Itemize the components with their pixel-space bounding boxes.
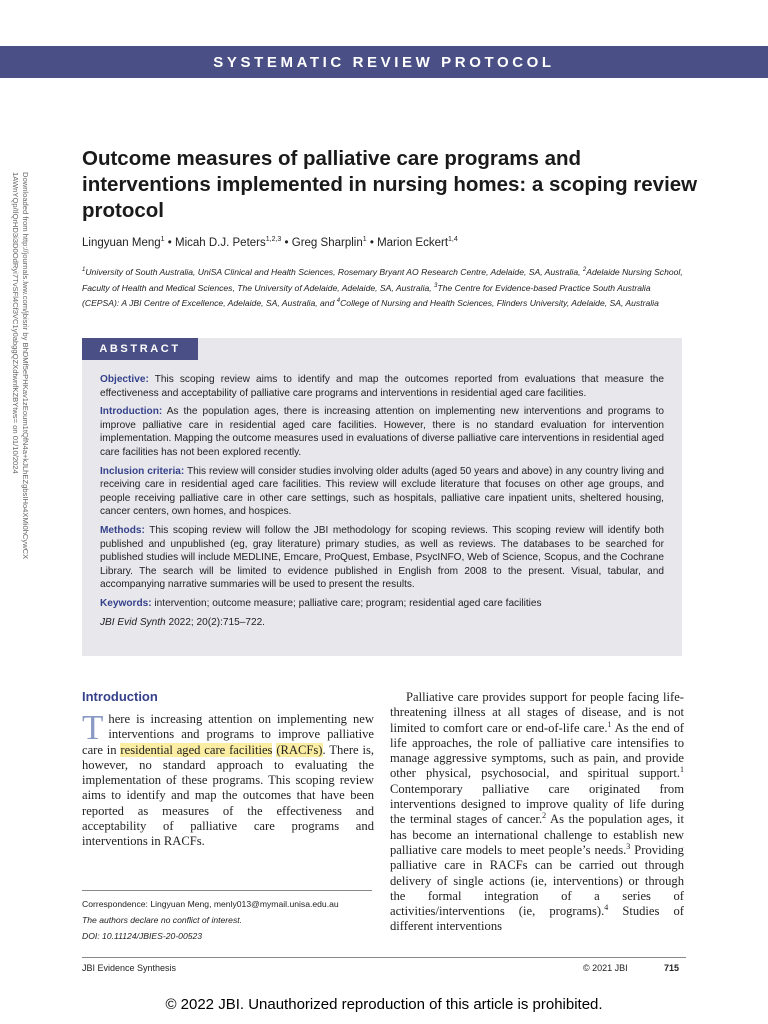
introduction-text: As the population ages, there is increasing attention on implementing new interventions and programs to improve palliative care in residential aged care facilities. However, there is no standard evaluation for intervention implementation. Mapping the outcome measures used in evaluations of diverse palliative care interventions in residential aged care facilities has not been explored recently. bbox=[100, 406, 664, 458]
affil-sup: 1 bbox=[82, 267, 86, 273]
abstract-inclusion bbox=[100, 465, 664, 519]
author-separator: • bbox=[369, 236, 374, 249]
reference-sup: 1 bbox=[607, 719, 612, 729]
abstract-citation bbox=[100, 616, 664, 630]
objective-text: This scoping review aims to identify and map the outcomes reported from evaluations that measure the effectiveness and acceptability of palliative care programs and interventions in residential aged care facilities. bbox=[100, 374, 664, 399]
author-name: Lingyuan Meng bbox=[82, 236, 161, 249]
intro-text: Palliative care provides support for people facing life-threatening illness at all stages of disease, and is not limited to comfort care or end-of-life care. bbox=[390, 690, 684, 735]
affil-sup: 3 bbox=[434, 282, 438, 289]
objective-label: Objective: bbox=[100, 374, 149, 385]
inclusion-text: This review will consider studies involving older adults (aged 50 years and above) in any country living and receiving care in residential aged care facilities. This review will exclude literature that focuses on other age groups, and people receiving palliative care in other care settings, such as hospitals, palliative care inpatient units, sheltered housing, cancer centers, own homes, and hospices. bbox=[100, 465, 664, 518]
highlighted-term: residential aged care facilities bbox=[120, 742, 273, 757]
article-title: Outcome measures of palliative care programs and interventions implemented in nursing homes: a scoping review protocol bbox=[82, 147, 698, 222]
intro-text: Studies of different interventions bbox=[390, 904, 684, 934]
author-affil-sup: 1,4 bbox=[448, 236, 458, 243]
abstract-objective bbox=[100, 373, 664, 400]
inclusion-label: Inclusion criteria: bbox=[100, 465, 185, 477]
download-watermark-line: Downloaded from http://journals.lww.com/jbisrir by BhDMf5ePHKav1zEoum1tQfN4a+kJLhEZgbsIHo4XMi0hCywCX bbox=[21, 172, 30, 560]
copyright-notice: © 2022 JBI. Unauthorized reproduction of this article is prohibited. bbox=[165, 996, 603, 1013]
reference-sup: 4 bbox=[604, 902, 609, 912]
author-separator: • bbox=[284, 236, 289, 249]
keywords-label: Keywords: bbox=[100, 597, 152, 609]
affil-text: University of South Australia, UniSA Clinical and Health Sciences, Rosemary Bryant AO Research Centre, Adelaide, SA, Australia, bbox=[85, 266, 583, 277]
abstract-introduction bbox=[100, 405, 664, 459]
intro-text: here is increasing attention on implementing new interventions and programs to improve palliative care in bbox=[82, 712, 374, 757]
keywords-text: intervention; outcome measure; palliative care; program; residential aged care facilities bbox=[154, 597, 542, 609]
author-separator: • bbox=[167, 236, 172, 249]
intro-text: Providing palliative care in RACFs can be carried out through delivery of single actions (ie, interventions) or through the formal integration of a series of activities/interventions (ie, programs). bbox=[390, 842, 684, 919]
introduction-heading: Introduction bbox=[82, 689, 158, 704]
doi-note: DOI: 10.11124/JBIES-20-00523 bbox=[82, 931, 203, 941]
download-watermark-line: 1AWnYQp/IlQrHD3i3D0OdRyi7TvSFl4Cf3VC1y0abggQZXdtwnfKZBYtws= on 01/10/2024 bbox=[11, 172, 20, 474]
abstract-keywords bbox=[100, 597, 664, 611]
footer-divider bbox=[82, 957, 686, 958]
conflict-note: The authors declare no conflict of interest. bbox=[82, 915, 243, 925]
intro-text: . There is, however, no standard approach to evaluating the implementation of these programs. This scoping review aims to identify and map the outcomes that have been reported as measures of the effectiveness and acceptability of palliative care programs and interventions in RACFs. bbox=[82, 742, 374, 849]
author-affil-sup: 1 bbox=[160, 236, 165, 243]
intro-text: As the population ages, it has become an international challenge to establish new palliative care models to meet people’s needs. bbox=[390, 812, 684, 857]
affiliations bbox=[82, 264, 686, 311]
author-name: Marion Eckert bbox=[377, 236, 449, 249]
affil-text: The Centre for Evidence-based Practice South Australia (CEPSA): A JBI Centre of Excellence, Adelaide, SA, Australia, and bbox=[82, 282, 651, 308]
footnote-divider bbox=[82, 890, 372, 891]
author-affil-sup: 1 bbox=[362, 236, 367, 243]
reference-sup: 3 bbox=[626, 841, 631, 851]
intro-paragraph-right bbox=[390, 690, 684, 935]
drop-cap: T bbox=[82, 708, 104, 747]
footer-journal: JBI Evidence Synthesis bbox=[82, 963, 177, 973]
abstract-heading: ABSTRACT bbox=[82, 338, 198, 360]
methods-label: Methods: bbox=[100, 524, 145, 536]
author-name: Greg Sharplin bbox=[291, 236, 363, 249]
footer-copyright: © 2021 JBI bbox=[583, 963, 628, 973]
citation-journal: JBI Evid Synth bbox=[100, 616, 166, 628]
intro-text: As the end of life approaches, the role of palliative care intensifies to manage aggressive symptoms, such as pain, and provide other physical, psychosocial, and spiritual support. bbox=[390, 720, 684, 781]
affil-sup: 2 bbox=[582, 267, 587, 273]
correspondence-note: Correspondence: Lingyuan Meng, menly013@mymail.unisa.edu.au bbox=[82, 899, 339, 909]
footnotes bbox=[82, 896, 382, 944]
author-name: Micah D.J. Peters bbox=[175, 236, 266, 249]
methods-text: This scoping review will follow the JBI methodology for scoping reviews. This scoping review will identify both published and unpublished (eg, gray literature) primary studies, as well as reviews. The databases to be searched for published studies will include MEDLINE, Emcare, ProQuest, Embase, PsycINFO, Web of Science, Scopus, and the Cochrane Library. The search will be limited to evidence published in English from 2008 to the present. Visual, tabular, and accompanying narrative summaries will be used to present the results. bbox=[100, 524, 664, 591]
affil-text: Adelaide Nursing School, Faculty of Health and Medical Sciences, The University of Adelaide, Adelaide, SA, Australia, bbox=[82, 266, 683, 293]
reference-sup: 2 bbox=[542, 811, 547, 821]
section-banner: SYSTEMATIC REVIEW PROTOCOL bbox=[0, 46, 768, 78]
introduction-label: Introduction: bbox=[100, 406, 163, 418]
intro-text: Contemporary palliative care originated from interventions designed to improve quality of life during the terminal stages of cancer. bbox=[390, 781, 684, 827]
page-number: 715 bbox=[664, 963, 680, 973]
author-list bbox=[82, 236, 702, 249]
affil-sup: 4 bbox=[336, 298, 341, 305]
intro-paragraph-left bbox=[82, 708, 374, 850]
abstract-content bbox=[100, 373, 664, 634]
affil-text: College of Nursing and Health Sciences, Flinders University, Adelaide, SA, Australia bbox=[340, 297, 659, 308]
author-affil-sup: 1,2,3 bbox=[265, 236, 282, 243]
reference-sup: 1 bbox=[680, 765, 684, 775]
abstract-methods bbox=[100, 524, 664, 592]
citation-details: 2022; 20(2):715–722. bbox=[168, 616, 265, 628]
highlighted-term: (RACFs) bbox=[276, 742, 323, 757]
download-watermark bbox=[8, 172, 30, 732]
